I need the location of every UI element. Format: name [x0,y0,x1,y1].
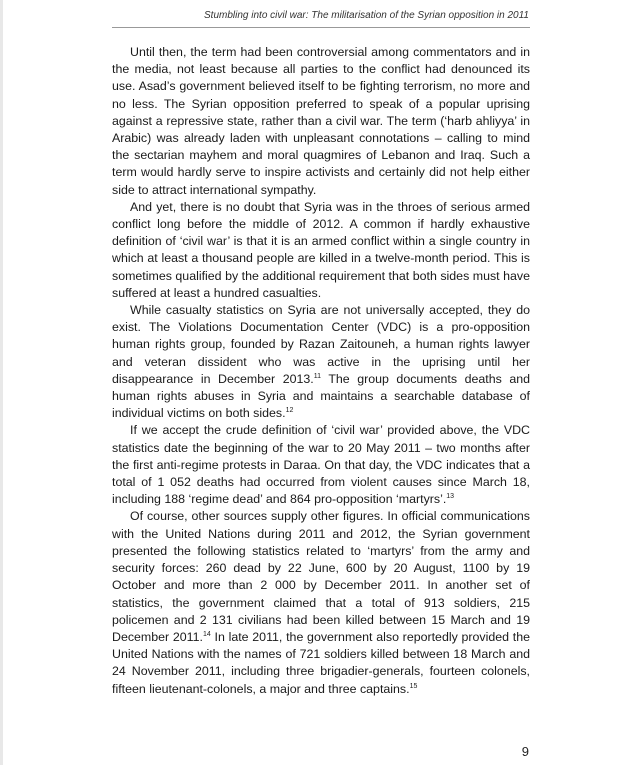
footnote-ref-11[interactable]: 11 [313,372,321,380]
header-rule [112,27,530,28]
footnote-ref-12[interactable]: 12 [285,407,294,415]
paragraph-2 [112,199,530,302]
paragraph-text: In late 2011, the government also reportedly provided the United Nations with the names of 721 soldiers killed between 18 March and 24 November 2011, including three brigadier-generals, fourteen colonels, fifteen lieutenant-colonels, a major and three captains. [112,629,531,696]
footnote-ref-13[interactable]: 13 [446,493,455,501]
paragraph-1 [112,44,530,199]
paragraph-text: While casualty statistics on Syria are not universally accepted, they do exist. The Violations Documentation Center (VDC) is a pro-opposition human rights group, founded by Razan Zaitouneh, a human rights lawyer and veteran dissident who was active in the uprising until her disappearance in December 2013. [112,303,530,386]
paragraph-4 [112,422,530,508]
body-text [112,44,530,698]
paragraph-text: Until then, the term had been controversial among commentators and in the media, not least because all parties to the conflict had denounced its use. Asad’s government believed itself to be fighting terrorism, no more and no less. The Syrian opposition preferred to speak of a popular uprising against a repressive state, rather than a civil war. The term (‘harb ahliyya’ in Arabic) was already laden with unpleasant connotations – calling to mind the sectarian mayhem and moral quagmires of Lebanon and Iraq. Such a term would hardly serve to inspire activists and certainly did not help either side to attract international sympathy. [112,45,530,197]
paragraph-3 [112,302,530,422]
footnote-ref-14[interactable]: 14 [202,630,211,638]
paragraph-text: Of course, other sources supply other figures. In official communications with the United Nations during 2011 and 2012, the Syrian government presented the following statistics related to ‘martyrs’ from the army and security forces: 260 dead by 22 June, 600 by 20 August, 1100 by 19 October and more than 2 000 by December 2011. In another set of statistics, the government claimed that a total of 913 soldiers, 215 policemen and 2 131 civilians had been killed between 15 March and 19 December 2011. [112,509,530,644]
paragraph-5 [112,508,530,697]
page-number: 9 [521,744,529,759]
running-header: Stumbling into civil war: The militarisation of the Syrian opposition in 2011 [204,10,529,21]
paragraph-text: The group documents deaths and human rights abuses in Syria and maintains a searchable database of individual victims on both sides. [112,371,530,421]
paragraph-text: And yet, there is no doubt that Syria was in the throes of serious armed conflict long before the middle of 2012. A common if hardly exhaustive definition of ‘civil war’ is that it is an armed conflict within a single country in which at least a thousand people are killed in a twelve-month period. This is sometimes qualified by the additional requirement that both sides must have suffered at least a hundred casualties. [112,199,530,300]
page-edge-shadow [0,0,3,765]
footnote-ref-15[interactable]: 15 [409,682,418,690]
paragraph-text: If we accept the crude definition of ‘civil war’ provided above, the VDC statistics date the beginning of the war to 20 May 2011 – two months after the first anti-regime protests in Daraa. On that day, the VDC indicates that a total of 1 052 deaths had occurred from violent causes since March 18, including 188 ‘regime dead’ and 864 pro-opposition ‘martyrs’. [112,423,530,507]
